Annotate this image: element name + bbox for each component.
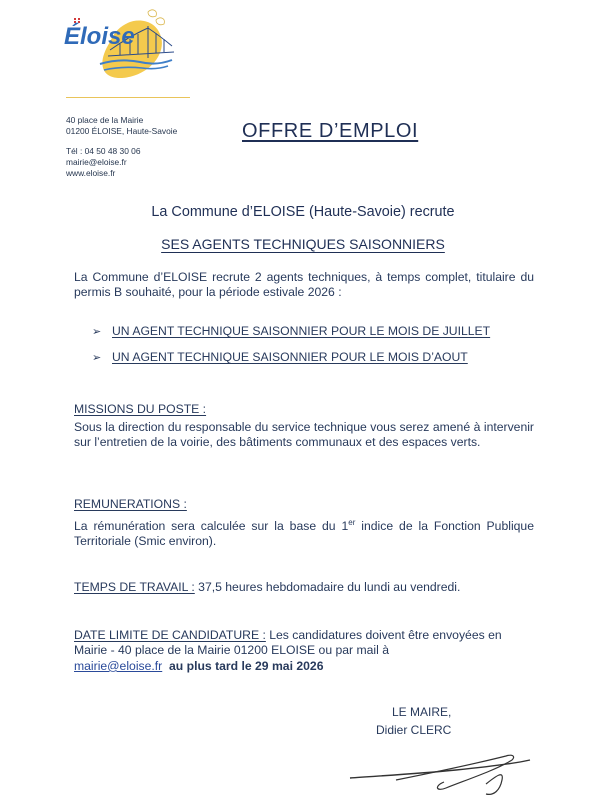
- signature-title: LE MAIRE,: [392, 705, 452, 719]
- deadline-email-link[interactable]: mairie@eloise.fr: [74, 658, 163, 673]
- address-email[interactable]: mairie@eloise.fr: [66, 157, 127, 167]
- work-time-heading: TEMPS DE TRAVAIL :: [74, 580, 195, 594]
- deadline-paragraph: [74, 628, 534, 674]
- intro-paragraph: La Commune d’ELOISE recrute 2 agents techniques, à temps complet, titulaire du permis B souhaité, pour la période estivale 2026 :: [74, 270, 534, 300]
- remunerations-heading: REMUNERATIONS :: [74, 497, 187, 511]
- deadline-date: au plus tard le 29 mai 2026: [169, 658, 324, 673]
- remunerations-text: [74, 515, 534, 550]
- bullet-text: UN AGENT TECHNIQUE SAISONNIER POUR LE MOIS DE JUILLET: [112, 324, 491, 338]
- eloise-logo: [60, 6, 180, 90]
- remunerations-text-start: La rémunération sera calculée sur la base du 1: [74, 519, 349, 534]
- work-time-line: [74, 580, 460, 594]
- missions-heading: MISSIONS DU POSTE :: [74, 402, 207, 416]
- signature-name: Didier CLERC: [376, 723, 452, 737]
- deadline-heading: DATE LIMITE DE CANDIDATURE :: [74, 628, 266, 642]
- logo-divider: [66, 97, 190, 98]
- headline: La Commune d’ELOISE (Haute-Savoie) recrute: [151, 204, 455, 220]
- address-phone: Tél : 04 50 48 30 06: [66, 146, 141, 156]
- bullet-item-july: [92, 324, 490, 338]
- bullet-text: UN AGENT TECHNIQUE SAISONNIER POUR LE MOIS D’AOUT: [112, 350, 468, 364]
- address-line-1: 40 place de la Mairie: [66, 115, 144, 125]
- remunerations-text-end: indice de la Fonction Publique Territoriale (Smic environ).: [74, 519, 534, 549]
- logo-name: Éloise: [64, 23, 135, 50]
- page-title: OFFRE D’EMPLOI: [242, 120, 419, 142]
- address-website[interactable]: www.eloise.fr: [66, 168, 116, 178]
- work-time-text: 37,5 heures hebdomadaire du lundi au vendredi.: [194, 580, 461, 594]
- handwritten-signature: [336, 740, 536, 800]
- missions-text: Sous la direction du responsable du service technique vous serez amené à intervenir sur l’entretien de la voirie, des bâtiments communaux et des espaces verts.: [74, 420, 534, 450]
- address-line-2: 01200 ÉLOISE, Haute-Savoie: [66, 126, 178, 136]
- bullet-item-august: [92, 350, 468, 364]
- arrow-bullet-icon: ➢: [92, 352, 102, 364]
- subheadline: SES AGENTS TECHNIQUES SAISONNIERS: [161, 236, 445, 252]
- arrow-bullet-icon: ➢: [92, 326, 102, 338]
- deadline-text: Les candidatures doivent être envoyées en Mairie - 40 place de la Mairie 01200 ELOISE ou par mail à: [74, 628, 502, 658]
- ordinal-suffix: er: [348, 518, 356, 527]
